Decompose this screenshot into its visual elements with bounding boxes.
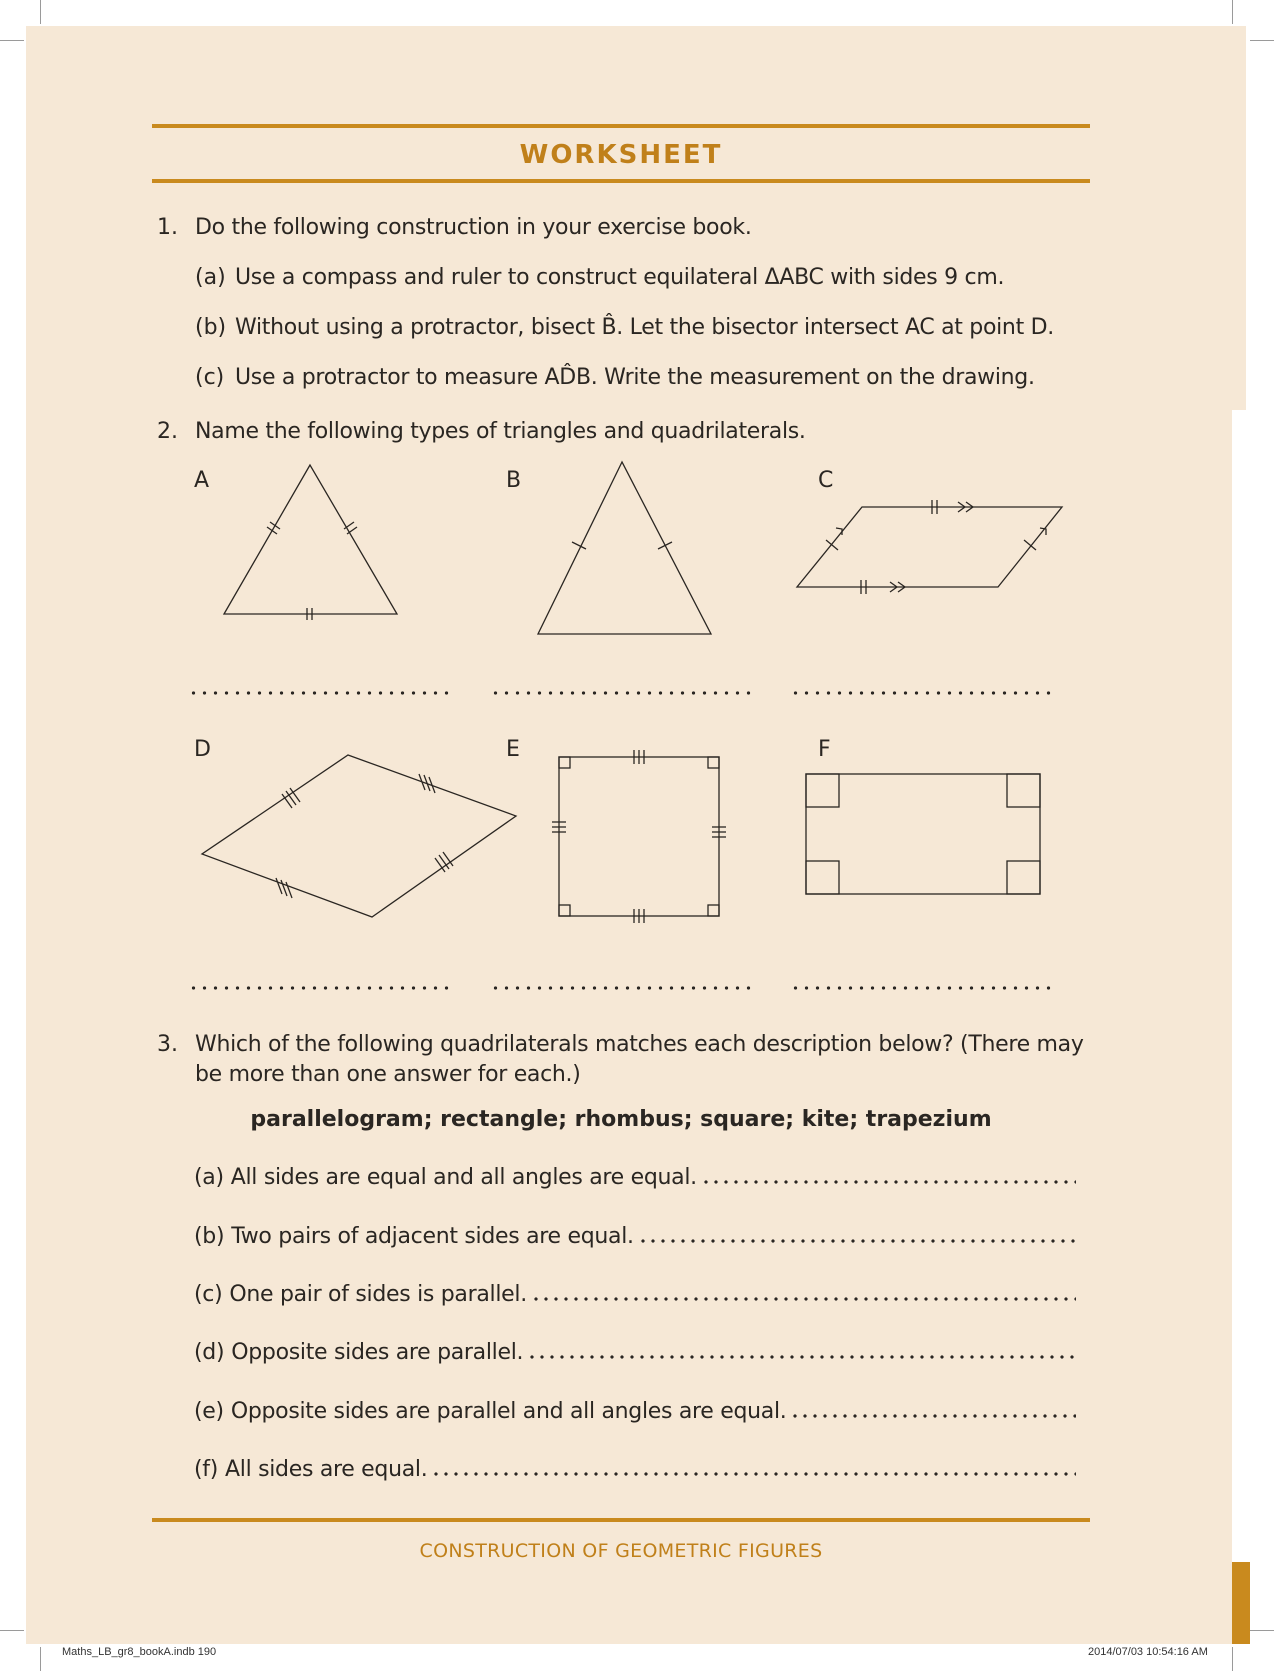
q3-item-c-label: (c) (194, 1282, 223, 1307)
q3-item-d (194, 1340, 1076, 1372)
figure-c-parallelogram (797, 500, 1062, 594)
figure-b-isosceles-triangle (538, 462, 711, 634)
quadrilateral-options: parallelogram; rectangle; rhombus; square; kite; trapezium (250, 1107, 992, 1132)
q3-item-b-text: Two pairs of adjacent sides are equal. (231, 1224, 634, 1249)
worksheet-title: WORKSHEET (519, 140, 723, 170)
answer-line-e[interactable] (490, 986, 752, 990)
q3-item-c (194, 1282, 1076, 1314)
q3-item-f-label: (f) (194, 1457, 219, 1482)
answer-line-d[interactable] (188, 986, 450, 990)
figure-f-rectangle (806, 774, 1040, 894)
answer-line-b[interactable] (490, 691, 752, 695)
figure-label-d: D (194, 737, 211, 762)
answer-line-a[interactable] (188, 691, 450, 695)
q3-item-b-answer-line[interactable] (638, 1239, 1076, 1243)
q3-item-a-answer-line[interactable] (701, 1180, 1076, 1184)
figure-label-a: A (194, 468, 210, 493)
answer-line-f[interactable] (790, 986, 1052, 990)
q1-part-b-text: Without using a protractor, bisect B̂. Let the bisector intersect AC at point D. (235, 315, 1054, 340)
q3-item-f (194, 1457, 1076, 1489)
q3-item-f-text: All sides are equal. (225, 1457, 428, 1482)
chapter-title-footer: CONSTRUCTION OF GEOMETRIC FIGURES (419, 1540, 823, 1562)
q3-item-c-text: One pair of sides is parallel. (229, 1282, 527, 1307)
q3-text-line1: Which of the following quadrilaterals matches each description below? (There may (195, 1032, 1084, 1057)
q3-item-a-label: (a) (194, 1165, 224, 1190)
q3-item-d-text: Opposite sides are parallel. (231, 1340, 524, 1365)
q2-text: Name the following types of triangles and quadrilaterals. (195, 419, 806, 444)
figure-label-c: C (818, 468, 834, 493)
q3-item-a (194, 1165, 1076, 1197)
print-slug-file: Maths_LB_gr8_bookA.indb 190 (62, 1646, 217, 1658)
q1-text: Do the following construction in your exercise book. (195, 215, 752, 240)
q3-item-d-answer-line[interactable] (527, 1355, 1076, 1359)
figure-a-equilateral-triangle (224, 465, 397, 620)
q3-item-a-text: All sides are equal and all angles are equal. (230, 1165, 697, 1190)
figure-label-e: E (506, 737, 520, 762)
q2-number: 2. (157, 419, 178, 444)
q1-part-a-label: (a) (195, 265, 226, 290)
q3-item-f-answer-line[interactable] (431, 1472, 1076, 1476)
q3-item-b (194, 1224, 1076, 1256)
q3-number: 3. (157, 1032, 178, 1057)
figure-d-rhombus (202, 755, 516, 917)
figure-e-square (552, 750, 726, 923)
q3-item-e-answer-line[interactable] (790, 1414, 1076, 1418)
q1-part-a-text: Use a compass and ruler to construct equilateral ΔABC with sides 9 cm. (235, 265, 1005, 290)
answer-line-c[interactable] (790, 691, 1052, 695)
q3-item-e (194, 1399, 1076, 1431)
q3-item-b-label: (b) (194, 1224, 225, 1249)
footer-rule (152, 1518, 1090, 1522)
print-slug-timestamp: 2014/07/03 10:54:16 AM (1088, 1646, 1208, 1658)
q1-part-c-text: Use a protractor to measure AD̂B. Write the measurement on the drawing. (235, 365, 1035, 390)
q3-item-d-label: (d) (194, 1340, 225, 1365)
q1-part-b-label: (b) (195, 315, 227, 340)
q1-part-c-label: (c) (195, 365, 225, 390)
q3-item-c-answer-line[interactable] (531, 1297, 1076, 1301)
q3-item-e-label: (e) (194, 1399, 224, 1424)
q3-item-e-text: Opposite sides are parallel and all angles are equal. (230, 1399, 787, 1424)
q3-text-line2: be more than one answer for each.) (195, 1062, 581, 1087)
figure-label-f: F (818, 737, 831, 762)
figure-label-b: B (506, 468, 522, 493)
q1-number: 1. (157, 215, 178, 240)
